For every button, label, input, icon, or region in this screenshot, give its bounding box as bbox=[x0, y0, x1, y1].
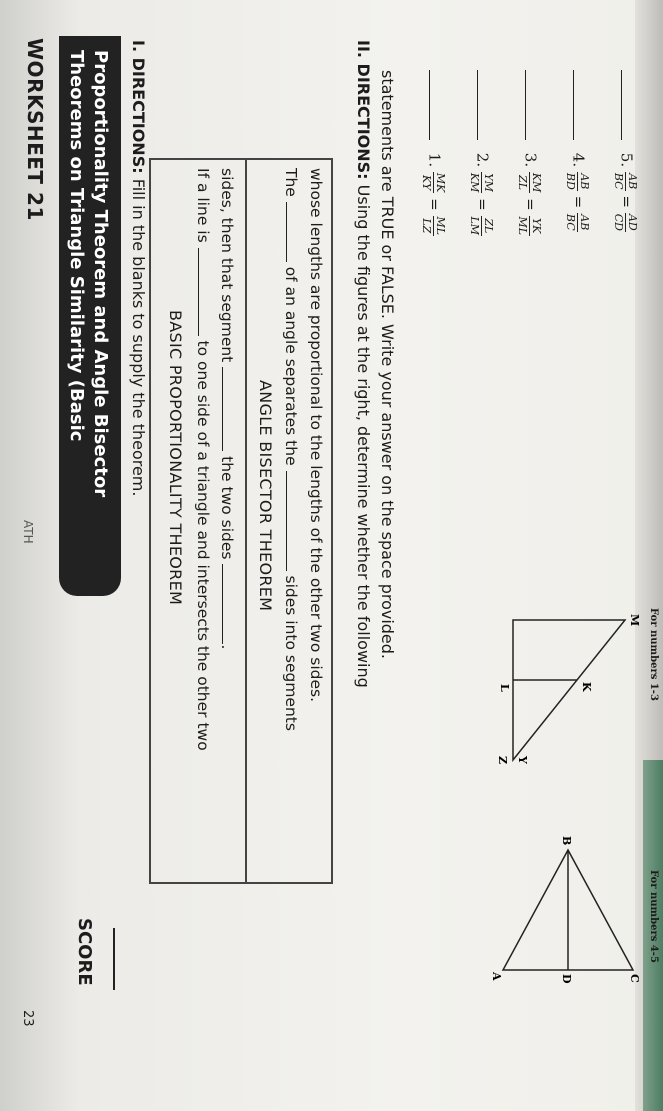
title-line-1: Theorems on Triangle Similarity (Basic bbox=[66, 50, 87, 442]
abt-line-1 bbox=[282, 168, 301, 731]
equals-sign: = bbox=[617, 195, 636, 208]
item-number: 5. bbox=[617, 152, 636, 168]
fraction-right: ML LZ bbox=[420, 216, 447, 236]
bpt-line-2c: . bbox=[218, 644, 236, 650]
page-number: 23 bbox=[20, 1010, 35, 1027]
item-number: 2. bbox=[473, 152, 492, 168]
bpt-line-1a: If a line is bbox=[194, 168, 212, 243]
item-4 bbox=[564, 70, 591, 232]
equals-sign: = bbox=[569, 195, 588, 209]
header-mark: ATH bbox=[21, 520, 35, 544]
abt-line-1a: The bbox=[282, 168, 300, 197]
score-label: SCORE bbox=[74, 918, 95, 986]
item-2 bbox=[468, 70, 495, 236]
directions-2-label: II. DIRECTIONS: bbox=[354, 40, 373, 180]
item-3 bbox=[516, 70, 543, 236]
vertex-m: M bbox=[628, 614, 641, 627]
item-number: 3. bbox=[521, 152, 540, 168]
answer-field-1[interactable] bbox=[430, 70, 431, 140]
score-field[interactable] bbox=[113, 928, 115, 990]
blank-parallel[interactable] bbox=[198, 248, 213, 336]
figure-1-caption: For numbers 1-3 bbox=[648, 608, 659, 701]
abt-line-1b: of an angle separates the bbox=[282, 266, 300, 466]
abt-line-2: whose lengths are proportional to the lengths of the other two sides. bbox=[307, 168, 325, 703]
bpt-line-1 bbox=[194, 168, 213, 751]
fraction-right: ZL LM bbox=[468, 216, 495, 236]
bpt-line-2b: the two sides bbox=[218, 456, 236, 560]
figure-triangle-abc bbox=[490, 830, 643, 990]
equals-sign: = bbox=[473, 198, 492, 211]
vertex-k: K bbox=[580, 682, 593, 692]
answer-field-5[interactable] bbox=[622, 70, 623, 140]
fraction-right: YK ML bbox=[516, 216, 543, 236]
blank-proportionally[interactable] bbox=[222, 564, 237, 644]
vertex-d: D bbox=[560, 974, 573, 984]
bpt-line-1b: to one side of a triangle and intersects the other two bbox=[194, 340, 212, 751]
vertex-l: L bbox=[498, 684, 511, 692]
directions-2-text-1: Using the figures at the right, determine whether the following bbox=[354, 179, 373, 688]
item-number: 1. bbox=[425, 152, 444, 168]
blank-bisector[interactable] bbox=[286, 202, 301, 262]
vertex-a: A bbox=[490, 972, 503, 981]
directions-1 bbox=[129, 40, 148, 496]
vertex-y: Y bbox=[516, 756, 529, 764]
directions-1-text: Fill in the blanks to supply the theorem. bbox=[129, 173, 148, 497]
triangle-myz bbox=[513, 620, 625, 760]
fraction-left: KM ZL bbox=[516, 172, 543, 193]
title-line-2: Proportionality Theorem and Angle Bisector bbox=[90, 50, 111, 498]
answer-field-3[interactable] bbox=[526, 70, 527, 140]
worksheet-title: WORKSHEET 21 bbox=[23, 38, 47, 221]
abt-line-1c: sides into segments bbox=[282, 575, 300, 731]
fraction-left: YM KM bbox=[468, 172, 495, 193]
fraction-right: AB BC bbox=[564, 213, 591, 231]
item-1 bbox=[420, 70, 447, 236]
equals-sign: = bbox=[425, 198, 444, 211]
fraction-right: AD CD bbox=[612, 213, 639, 231]
bpt-heading: BASIC PROPORTIONALITY THEOREM bbox=[166, 310, 185, 606]
title-banner bbox=[59, 36, 121, 596]
item-5 bbox=[612, 70, 639, 232]
theorem-box bbox=[149, 158, 333, 884]
equals-sign: = bbox=[521, 198, 540, 211]
fraction-left: AB BD bbox=[564, 172, 591, 190]
theorem-divider bbox=[245, 160, 247, 882]
vertex-b: B bbox=[560, 836, 573, 846]
answer-field-2[interactable] bbox=[478, 70, 479, 140]
blank-divides[interactable] bbox=[222, 367, 237, 451]
vertex-z: Z bbox=[496, 756, 509, 765]
figure-2-caption: For numbers 4-5 bbox=[648, 870, 659, 963]
vertex-c: C bbox=[628, 974, 641, 983]
fraction-left: MK KY bbox=[420, 172, 447, 193]
item-number: 4. bbox=[569, 152, 588, 168]
figure-triangle-myz bbox=[493, 560, 643, 770]
bpt-line-2 bbox=[218, 168, 237, 649]
directions-2-line-2: statements are TRUE or FALSE. Write your answer on the space provided. bbox=[378, 70, 397, 660]
bpt-line-2a: sides, then that segment bbox=[218, 168, 236, 363]
directions-2 bbox=[354, 40, 373, 688]
abt-heading: ANGLE BISECTOR THEOREM bbox=[256, 380, 275, 612]
fraction-left: AB BC bbox=[612, 172, 639, 190]
directions-1-label: I. DIRECTIONS: bbox=[129, 40, 148, 174]
blank-opposite[interactable] bbox=[286, 471, 301, 571]
answer-field-4[interactable] bbox=[574, 70, 575, 140]
